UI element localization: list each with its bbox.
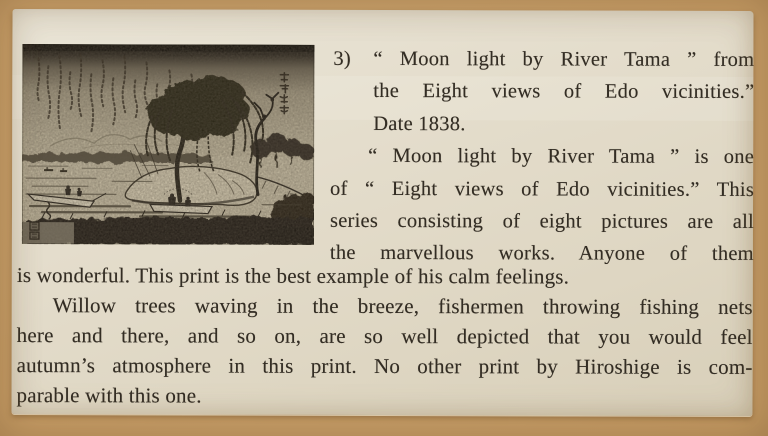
text-line: series consisting of eight pictures are all — [329, 209, 755, 233]
text-line: Date 1838. — [373, 112, 466, 135]
entry-column-lines — [330, 43, 755, 271]
entry-text-full-width — [16, 260, 752, 412]
text-line: the marvellous works. Anyone of them — [329, 242, 754, 266]
entry-text-column — [330, 43, 755, 271]
text-line: parable with this one. — [16, 383, 202, 408]
text-line: “ Moon light by River Tama ” from — [373, 47, 755, 71]
print-illustration-svg — [22, 44, 315, 245]
text-line: the Eight views of Edo vicinities.” — [373, 80, 755, 104]
entry-number: 3) — [333, 47, 352, 70]
text-line: of “ Eight views of Edo vicinities.” This — [330, 177, 755, 201]
text-line: “ Moon light by River Tama ” is one — [368, 145, 755, 169]
print-illustration — [22, 44, 315, 245]
text-line: here and there, and so on, are so well depicted that you would feel — [16, 323, 753, 349]
catalog-clipping — [11, 9, 753, 416]
text-line: autumn’s atmosphere in this print. No other print by Hiroshige is com- — [16, 353, 753, 379]
halftone-grain-overlay — [22, 44, 315, 245]
text-line: is wonderful. This print is the best example of his calm feelings. — [16, 263, 570, 289]
text-line: Willow trees waving in the breeze, fishermen throwing fishing nets — [52, 293, 753, 319]
